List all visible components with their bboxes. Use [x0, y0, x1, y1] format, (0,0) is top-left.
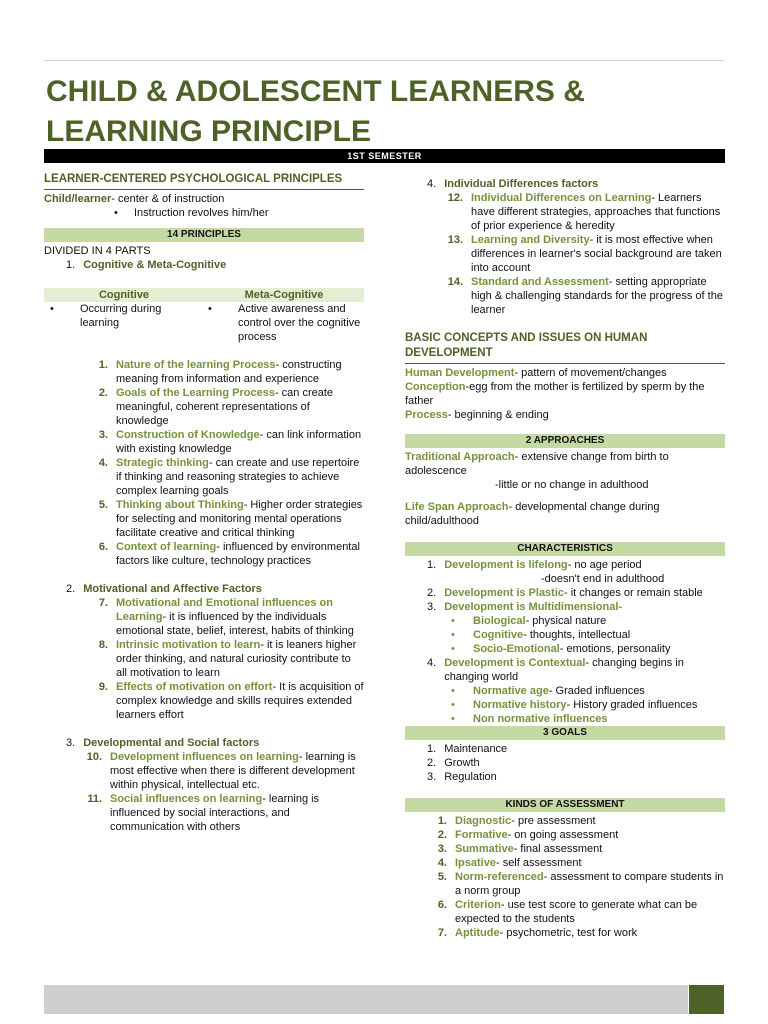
bullet-item: • Non normative influences — [451, 713, 608, 725]
cognitive-table-row: • Occurring during learning • Active awareness and control over the cognitive process — [44, 302, 364, 344]
traditional-approach-2: -little or no change in adulthood — [495, 479, 649, 491]
goals-bar: 3 GOALS — [405, 726, 725, 740]
list-item: 4. Ipsative- self assessment — [437, 857, 582, 869]
part-1-heading: 1. Cognitive & Meta-Cognitive — [66, 259, 227, 271]
principles-bar: 14 PRINCIPLES — [44, 228, 364, 242]
part-2-heading: 2. Motivational and Affective Factors — [66, 583, 262, 595]
list-item: 4. Strategic thinking- can create and use repertoire if thinking and reasoning strategies to achieve complex learning goals — [98, 457, 360, 497]
goal-item: 3. Regulation — [427, 771, 497, 783]
left-column — [44, 172, 364, 834]
characteristics-bar: CHARACTERISTICS — [405, 542, 725, 556]
principles-list-b — [44, 596, 364, 722]
principles-list-d — [405, 191, 725, 317]
bullet-icon: • — [451, 713, 455, 725]
char-1-line-2: -doesn't end in adulthood — [541, 573, 665, 585]
right-column — [405, 177, 725, 940]
list-item: 13. Learning and Diversity- it is most effective when differences in learner's social background are taken into account — [447, 234, 722, 274]
list-item: 6. Criterion- use test score to generate what can be expected to the students — [437, 899, 698, 925]
document-title — [46, 72, 726, 152]
part-4-heading: 4. Individual Differences factors — [427, 178, 599, 190]
cognitive-header: Cognitive — [98, 289, 150, 301]
char-3-bullets — [405, 614, 725, 656]
bullet-icon: • — [50, 303, 54, 315]
list-item: 3. Construction of Knowledge- can link information with existing knowledge — [98, 429, 362, 455]
divided-line: DIVIDED IN 4 PARTS — [44, 245, 151, 257]
goals-list — [405, 742, 725, 784]
list-item: 11. Social influences on learning- learning is influenced by social interactions, and communication with others — [87, 793, 320, 833]
goal-item: 1. Maintenance — [427, 743, 508, 755]
semester-bar: 1ST SEMESTER — [44, 149, 725, 163]
list-item: 9. Effects of motivation on effort- It is acquisition of complex knowledge and skills requires extended learners effort — [98, 681, 364, 721]
principles-list-c — [44, 750, 364, 834]
list-item: 5. Norm-referenced- assessment to compare students in a norm group — [437, 871, 724, 897]
bullet-icon: • — [451, 615, 455, 627]
list-item: 5. Thinking about Thinking- Higher order strategies for selecting and monitoring mental operations facilitate creative and critical thinking — [98, 499, 363, 539]
child-bullet: • Instruction revolves him/her — [114, 207, 269, 219]
list-item: 8. Intrinsic motivation to learn- it is leaners higher order thinking, and natural curiosity contribute to all motivation to learn — [98, 639, 357, 679]
list-item: 10. Development influences on learning- learning is most effective when there is different development within physical, intellectual etc. — [86, 751, 356, 791]
footer-bar — [44, 985, 688, 1014]
bullet-icon: • — [451, 685, 455, 697]
bullet-icon: • — [114, 207, 118, 219]
part-3-heading: 3. Developmental and Social factors — [66, 737, 260, 749]
bullet-icon: • — [208, 303, 212, 315]
cognitive-table-head — [44, 288, 364, 302]
list-item: 7. Aptitude- psychometric, test for work — [437, 927, 638, 939]
list-item: 14. Standard and Assessment- setting appropriate high & challenging standards for the progress of the learner — [447, 276, 723, 316]
list-item: 1. Nature of the learning Process- constructing meaning from information and experience — [98, 359, 342, 385]
top-rule — [44, 60, 724, 61]
child-learner-line: Child/learner- center & of instruction — [44, 193, 225, 205]
bullet-item: • Cognitive- thoughts, intellectual — [451, 629, 631, 641]
bullet-icon: • — [451, 629, 455, 641]
bullet-item: • Socio-Emotional- emotions, personality — [451, 643, 671, 655]
section-heading-development: BASIC CONCEPTS AND ISSUES ON HUMAN DEVELOPMENT — [405, 331, 725, 364]
char-2: 2. Development is Plastic- it changes or remain stable — [427, 587, 703, 599]
list-item: 2. Formative- on going assessment — [437, 829, 619, 841]
concept-item: Process- beginning & ending — [405, 409, 549, 421]
char-4-bullets — [405, 684, 725, 726]
title-line-1: CHILD & ADOLESCENT LEARNERS & — [46, 75, 585, 108]
title-line-2: LEARNING PRINCIPLE — [46, 115, 372, 148]
concepts-list — [405, 366, 725, 422]
footer-box — [689, 985, 724, 1014]
kinds-list — [405, 814, 725, 940]
char-4: 4. Development is Contextual- changing begins in changing world — [427, 657, 684, 683]
list-item: 7. Motivational and Emotional influences on Learning- it is influenced by the individuals emotional state, belief, interest, habits of thinking — [98, 597, 354, 637]
approaches-bar: 2 APPROACHES — [405, 434, 725, 448]
concept-item: Conception-egg from the mother is fertilized by sperm by the father — [405, 381, 705, 407]
traditional-approach: Traditional Approach- extensive change from birth to adolescence — [405, 451, 669, 477]
principles-list-a — [44, 358, 364, 568]
life-span-approach: Life Span Approach- developmental change during child/adulthood — [405, 501, 660, 527]
kinds-bar: KINDS OF ASSESSMENT — [405, 798, 725, 812]
char-3: 3. Development is Multidimensional- — [427, 601, 623, 613]
bullet-item: • Biological- physical nature — [451, 615, 607, 627]
bullet-item: • Normative history- History graded influences — [451, 699, 698, 711]
list-item: 6. Context of learning- influenced by environmental factors like culture, technology practices — [98, 541, 360, 567]
bullet-icon: • — [451, 699, 455, 711]
bullet-icon: • — [451, 643, 455, 655]
section-heading-principles: LEARNER-CENTERED PSYCHOLOGICAL PRINCIPLES — [44, 172, 364, 190]
list-item: 1. Diagnostic- pre assessment — [437, 815, 596, 827]
goal-item: 2. Growth — [427, 757, 480, 769]
list-item: 3. Summative- final assessment — [437, 843, 603, 855]
meta-cognitive-header: Meta-Cognitive — [244, 289, 324, 301]
list-item: 12. Individual Differences on Learning- Learners have different strategies, approaches that functions of prior experience & heredity — [447, 192, 721, 232]
char-1: 1. Development is lifelong- no age period — [427, 559, 642, 571]
bullet-item: • Normative age- Graded influences — [451, 685, 645, 697]
list-item: 2. Goals of the Learning Process- can create meaningful, coherent representations of knowledge — [98, 387, 334, 427]
concept-item: Human Development- pattern of movement/changes — [405, 367, 667, 379]
